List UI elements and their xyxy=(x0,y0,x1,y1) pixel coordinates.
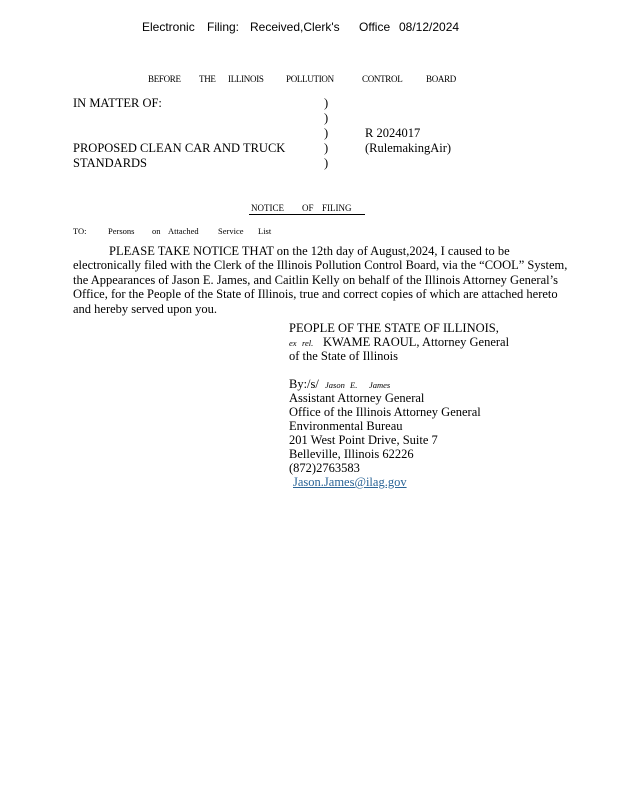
proposed-title-line2: STANDARDS xyxy=(73,156,148,170)
caption-paren: ) xyxy=(324,111,329,125)
filing-electronic: Electronic xyxy=(142,20,195,34)
heading-control: CONTROL xyxy=(362,74,403,84)
to-attached: Attached xyxy=(168,226,199,236)
sig-signer-last: James xyxy=(369,380,391,390)
sig-address1: 201 West Point Drive, Suite 7 xyxy=(289,433,438,447)
sig-by: By:/s/ xyxy=(289,377,319,391)
sig-rel: rel. xyxy=(302,338,314,348)
to-persons: Persons xyxy=(108,226,135,236)
sig-office: Office of the Illinois Attorney General xyxy=(289,405,481,419)
body-line: electronically filed with the Clerk of the Illinois Pollution Control Board, via the “COOL” System, xyxy=(73,258,568,273)
sig-phone: (872)2763583 xyxy=(289,461,360,475)
filing-filing: Filing: xyxy=(207,20,240,34)
body-line: the Appearances of Jason E. James, and Caitlin Kelly on behalf of the Illinois Attorney General’s xyxy=(73,272,558,287)
sig-ex: ex xyxy=(289,338,297,348)
heading-illinois: ILLINOIS xyxy=(228,74,264,84)
notice-title-notice: NOTICE xyxy=(251,203,284,213)
caption-paren: ) xyxy=(324,126,329,140)
sig-bureau: Environmental Bureau xyxy=(289,419,403,433)
caption-paren: ) xyxy=(324,141,329,155)
filing-office: Office xyxy=(359,20,391,34)
notice-title-filing: FILING xyxy=(322,203,352,213)
sig-kwame: KWAME RAOUL, Attorney General xyxy=(323,335,510,349)
heading-board: BOARD xyxy=(426,74,457,84)
caption-paren: ) xyxy=(324,156,329,170)
proposed-title-line1: PROPOSED CLEAN CAR AND TRUCK xyxy=(73,141,286,155)
case-number: R 2024017 xyxy=(365,126,421,140)
heading-the: THE xyxy=(199,74,216,84)
filing-date: 08/12/2024 xyxy=(399,20,460,34)
notice-body xyxy=(73,244,613,316)
body-line: Office, for the People of the State of Illinois, true and correct copies of which are attached hereto xyxy=(73,287,558,302)
body-line: PLEASE TAKE NOTICE THAT on the 12th day of August,2024, I caused to be xyxy=(109,244,510,258)
to-service: Service xyxy=(218,226,244,236)
filing-received: Received,Clerk's xyxy=(250,20,340,34)
sig-of-state: of the State of Illinois xyxy=(289,349,399,363)
notice-title-of: OF xyxy=(302,203,314,213)
sig-people: PEOPLE OF THE STATE OF ILLINOIS, xyxy=(289,321,499,335)
to-list: List xyxy=(258,226,272,236)
body-line: and hereby served upon you. xyxy=(73,301,218,316)
heading-before: BEFORE xyxy=(148,74,181,84)
in-matter-of: IN MATTER OF: xyxy=(73,96,162,110)
caption-paren: ) xyxy=(324,96,329,110)
sig-title: Assistant Attorney General xyxy=(289,391,425,405)
to-label: TO: xyxy=(73,226,87,236)
notice-title-underline xyxy=(249,214,365,215)
to-on: on xyxy=(152,226,161,236)
sig-address2: Belleville, Illinois 62226 xyxy=(289,447,414,461)
sig-signer-first: Jason xyxy=(325,380,345,390)
sig-email-link[interactable]: Jason.James@ilag.gov xyxy=(293,475,407,489)
case-type: (RulemakingAir) xyxy=(365,141,452,155)
heading-pollution: POLLUTION xyxy=(286,74,334,84)
sig-signer-middle: E. xyxy=(350,380,358,390)
